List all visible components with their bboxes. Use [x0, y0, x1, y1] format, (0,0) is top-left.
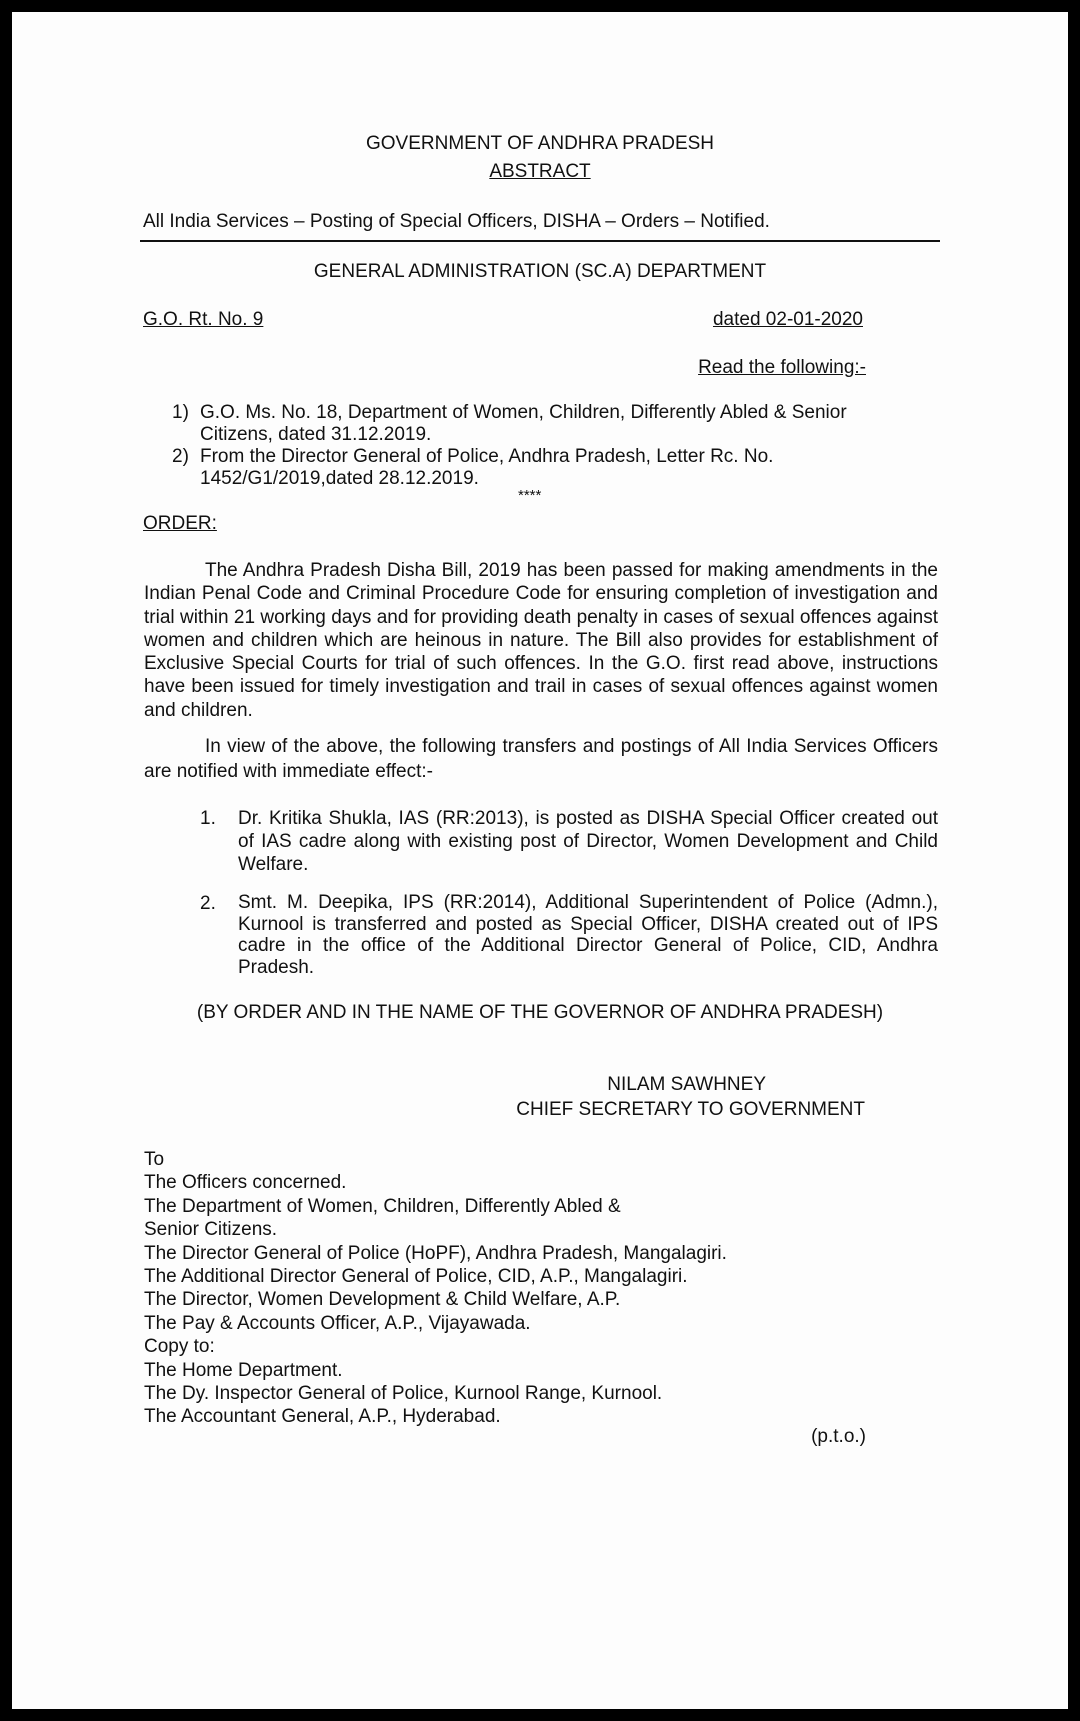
- separator-stars: ****: [518, 487, 542, 504]
- posting-1-text: Dr. Kritika Shukla, IAS (RR:2013), is posted as DISHA Special Officer created out of IAS cadre along with existing post of Director, Women Development and Child Welfare.: [238, 808, 938, 875]
- distribution-line: The Director, Women Development & Child Welfare, A.P.: [144, 1289, 621, 1311]
- distribution-line: Senior Citizens.: [144, 1219, 278, 1241]
- page-turn-note: (p.t.o.): [811, 1426, 866, 1447]
- order-paragraph-2: In view of the above, the following transfers and postings of All India Services Officers are notified with immediate effect:-: [144, 736, 938, 782]
- abstract-heading: ABSTRACT: [489, 161, 591, 182]
- order-heading: ORDER:: [143, 513, 217, 534]
- posting-number: 2.: [200, 893, 216, 914]
- reference-2-line-2: 1452/G1/2019,dated 28.12.2019.: [200, 468, 479, 489]
- subject-line: All India Services – Posting of Special Officers, DISHA – Orders – Notified.: [143, 211, 770, 232]
- posting-2-text: Smt. M. Deepika, IPS (RR:2014), Additional Superintendent of Police (Admn.), Kurnool is transferred and posted as Special Officer, DISHA created out of IPS cadre in the office of the Additional Director General of Police, CID, Andhra Pradesh.: [238, 892, 938, 978]
- distribution-line: The Officers concerned.: [144, 1172, 347, 1194]
- posting-number: 1.: [200, 808, 216, 829]
- distribution-line: The Pay & Accounts Officer, A.P., Vijayawada.: [144, 1312, 531, 1334]
- subject-divider: [140, 240, 940, 242]
- read-following: Read the following:-: [698, 357, 866, 378]
- signatory-designation: CHIEF SECRETARY TO GOVERNMENT: [516, 1099, 865, 1120]
- document-page: [12, 12, 1068, 1709]
- government-title: GOVERNMENT OF ANDHRA PRADESH: [365, 133, 715, 154]
- reference-number: 2): [172, 446, 189, 467]
- distribution-list: [144, 1148, 727, 1429]
- distribution-line: The Director General of Police (HoPF), Andhra Pradesh, Mangalagiri.: [144, 1242, 727, 1264]
- go-number: G.O. Rt. No. 9: [143, 309, 264, 330]
- distribution-line: The Department of Women, Children, Differently Abled &: [144, 1195, 621, 1217]
- distribution-line: The Dy. Inspector General of Police, Kurnool Range, Kurnool.: [144, 1383, 663, 1405]
- by-order-line: (BY ORDER AND IN THE NAME OF THE GOVERNOR OF ANDHRA PRADESH): [196, 1002, 884, 1023]
- copy-to-heading: Copy to:: [144, 1336, 215, 1358]
- reference-number: 1): [172, 402, 189, 423]
- distribution-line: To: [144, 1149, 165, 1170]
- department-title: GENERAL ADMINISTRATION (SC.A) DEPARTMENT: [313, 261, 767, 282]
- go-date: dated 02-01-2020: [712, 309, 863, 330]
- distribution-line: The Accountant General, A.P., Hyderabad.: [144, 1406, 501, 1428]
- reference-1-line-2: Citizens, dated 31.12.2019.: [200, 424, 432, 445]
- reference-2-line-1: From the Director General of Police, Andhra Pradesh, Letter Rc. No.: [200, 446, 774, 467]
- signatory-name: NILAM SAWHNEY: [607, 1074, 766, 1095]
- distribution-line: The Additional Director General of Police, CID, A.P., Mangalagiri.: [144, 1266, 688, 1288]
- order-paragraph-1: The Andhra Pradesh Disha Bill, 2019 has been passed for making amendments in the Indian Penal Code and Criminal Procedure Code for ensuring completion of investigation and trial within 21 working days and for providing death penalty in cases of sexual offences against women and children which are heinous in nature. The Bill also provides for establishment of Exclusive Special Courts for trial of such offences. In the G.O. first read above, instructions have been issued for timely investigation and trail in cases of sexual offences against women and children.: [144, 560, 938, 721]
- reference-1-line-1: G.O. Ms. No. 18, Department of Women, Children, Differently Abled & Senior: [200, 402, 847, 423]
- distribution-line: The Home Department.: [144, 1359, 343, 1381]
